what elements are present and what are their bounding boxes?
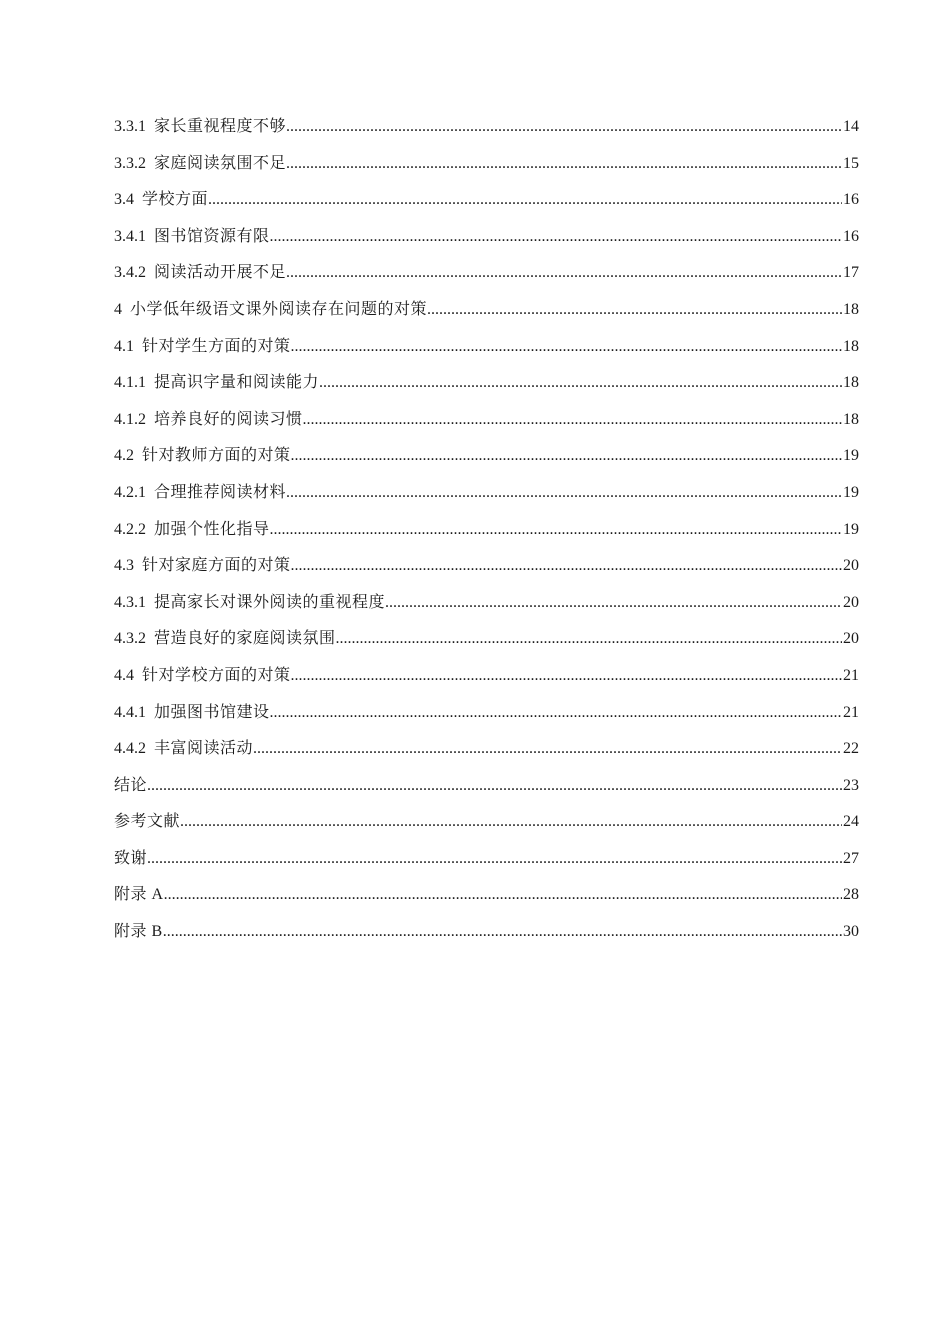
toc-entry-page: 21	[843, 666, 859, 684]
toc-entry[interactable]	[114, 261, 859, 298]
toc-dot-leader	[286, 152, 842, 176]
toc-entry[interactable]	[114, 444, 859, 481]
toc-entry-number: 4.2.1	[114, 483, 146, 501]
toc-entry[interactable]	[114, 554, 859, 591]
toc-entry-number: 4.2	[114, 447, 134, 465]
toc-dot-leader	[208, 188, 842, 212]
table-of-contents	[114, 115, 859, 957]
toc-entry[interactable]	[114, 298, 859, 335]
toc-entry[interactable]	[114, 810, 859, 847]
toc-entry-title: 小学低年级语文课外阅读存在问题的对策	[130, 300, 428, 318]
toc-dot-leader	[286, 481, 842, 505]
toc-dot-leader	[291, 335, 842, 359]
toc-entry-page: 18	[843, 300, 859, 318]
toc-entry-number: 3.3.1	[114, 118, 146, 135]
toc-entry-title: 针对教师方面的对策	[142, 447, 291, 465]
toc-entry-number: 4.4.2	[114, 740, 146, 758]
toc-entry-title: 提高识字量和阅读能力	[154, 374, 320, 392]
toc-entry-page: 19	[843, 447, 859, 465]
toc-entry-number: 4.4	[114, 666, 134, 684]
toc-entry-page: 14	[843, 118, 859, 135]
toc-dot-leader	[303, 408, 842, 432]
toc-entry-page: 18	[843, 374, 859, 392]
toc-dot-leader	[270, 701, 842, 725]
toc-entry-title: 致谢	[114, 849, 148, 867]
toc-dot-leader	[427, 298, 842, 322]
toc-entry-number: 4.4.1	[114, 703, 146, 721]
toc-entry-title: 合理推荐阅读材料	[154, 483, 287, 501]
toc-entry-title: 培养良好的阅读习惯	[154, 410, 303, 428]
toc-entry-title: 家庭阅读氛围不足	[154, 154, 287, 172]
toc-dot-leader	[291, 664, 842, 688]
toc-entry[interactable]	[114, 920, 859, 957]
toc-entry[interactable]	[114, 371, 859, 408]
toc-entry-title: 图书馆资源有限	[154, 227, 270, 245]
toc-entry-title: 学校方面	[142, 191, 209, 209]
toc-entry-title: 针对家庭方面的对策	[142, 557, 291, 575]
toc-entry-number: 4.3.1	[114, 593, 146, 611]
toc-entry-page: 28	[843, 886, 859, 904]
toc-dot-leader	[385, 591, 842, 615]
toc-entry[interactable]	[114, 152, 859, 189]
toc-entry-title: 丰富阅读活动	[154, 740, 254, 758]
toc-entry-page: 17	[843, 264, 859, 282]
toc-entry-page: 23	[843, 776, 859, 794]
toc-entry-page: 16	[843, 227, 859, 245]
toc-entry-number: 4.2.2	[114, 520, 146, 538]
toc-dot-leader	[180, 810, 842, 834]
toc-entry-title: 加强图书馆建设	[154, 703, 270, 721]
toc-dot-leader	[291, 554, 842, 578]
toc-entry-page: 20	[843, 593, 859, 611]
toc-dot-leader	[286, 261, 842, 285]
toc-dot-leader	[336, 627, 842, 651]
toc-entry-number: 3.3.2	[114, 154, 146, 172]
toc-entry-title: 加强个性化指导	[154, 520, 270, 538]
toc-dot-leader	[270, 518, 842, 542]
toc-entry-page: 30	[843, 923, 859, 941]
toc-entry-page: 15	[843, 154, 859, 172]
toc-entry[interactable]	[114, 225, 859, 262]
toc-entry[interactable]	[114, 518, 859, 555]
toc-entry-page: 16	[843, 191, 859, 209]
toc-entry[interactable]	[114, 115, 859, 152]
toc-entry[interactable]	[114, 664, 859, 701]
toc-entry-title: 附录 B	[114, 923, 163, 941]
toc-entry-page: 18	[843, 410, 859, 428]
toc-entry[interactable]	[114, 188, 859, 225]
toc-dot-leader	[163, 920, 842, 944]
toc-entry-number: 3.4.2	[114, 264, 146, 282]
toc-entry-title: 针对学校方面的对策	[142, 666, 291, 684]
toc-entry-title: 结论	[114, 776, 148, 794]
toc-entry-title: 阅读活动开展不足	[154, 264, 287, 282]
toc-entry[interactable]	[114, 627, 859, 664]
toc-entry-title: 提高家长对课外阅读的重视程度	[154, 593, 386, 611]
toc-entry-page: 20	[843, 630, 859, 648]
toc-entry[interactable]	[114, 335, 859, 372]
toc-entry[interactable]	[114, 847, 859, 884]
toc-dot-leader	[147, 847, 842, 871]
toc-entry[interactable]	[114, 481, 859, 518]
toc-entry-page: 21	[843, 703, 859, 721]
toc-entry-page: 24	[843, 813, 859, 831]
toc-dot-leader	[253, 737, 842, 761]
toc-dot-leader	[291, 444, 842, 468]
toc-entry-page: 19	[843, 520, 859, 538]
toc-entry-title: 家长重视程度不够	[154, 118, 287, 135]
toc-entry[interactable]	[114, 701, 859, 738]
toc-entry-number: 3.4.1	[114, 227, 146, 245]
toc-entry-page: 22	[843, 740, 859, 758]
toc-entry-title: 参考文献	[114, 813, 181, 831]
toc-entry-number: 4	[114, 300, 122, 318]
toc-entry-number: 3.4	[114, 191, 134, 209]
toc-entry[interactable]	[114, 883, 859, 920]
toc-entry-page: 20	[843, 557, 859, 575]
toc-entry-page: 18	[843, 337, 859, 355]
toc-dot-leader	[286, 115, 842, 139]
toc-entry-page: 19	[843, 483, 859, 501]
toc-entry-number: 4.1.2	[114, 410, 146, 428]
toc-entry[interactable]	[114, 774, 859, 811]
toc-entry-number: 4.3.2	[114, 630, 146, 648]
toc-entry-title: 针对学生方面的对策	[142, 337, 291, 355]
toc-dot-leader	[147, 774, 842, 798]
toc-entry-number: 4.3	[114, 557, 134, 575]
toc-entry-title: 附录 A	[114, 886, 164, 904]
toc-dot-leader	[270, 225, 842, 249]
toc-entry[interactable]	[114, 737, 859, 774]
toc-entry-title: 营造良好的家庭阅读氛围	[154, 630, 336, 648]
toc-dot-leader	[164, 883, 842, 907]
toc-entry-number: 4.1	[114, 337, 134, 355]
toc-dot-leader	[319, 371, 842, 395]
toc-entry[interactable]	[114, 591, 859, 628]
toc-entry-number: 4.1.1	[114, 374, 146, 392]
toc-entry-page: 27	[843, 849, 859, 867]
toc-entry[interactable]	[114, 408, 859, 445]
